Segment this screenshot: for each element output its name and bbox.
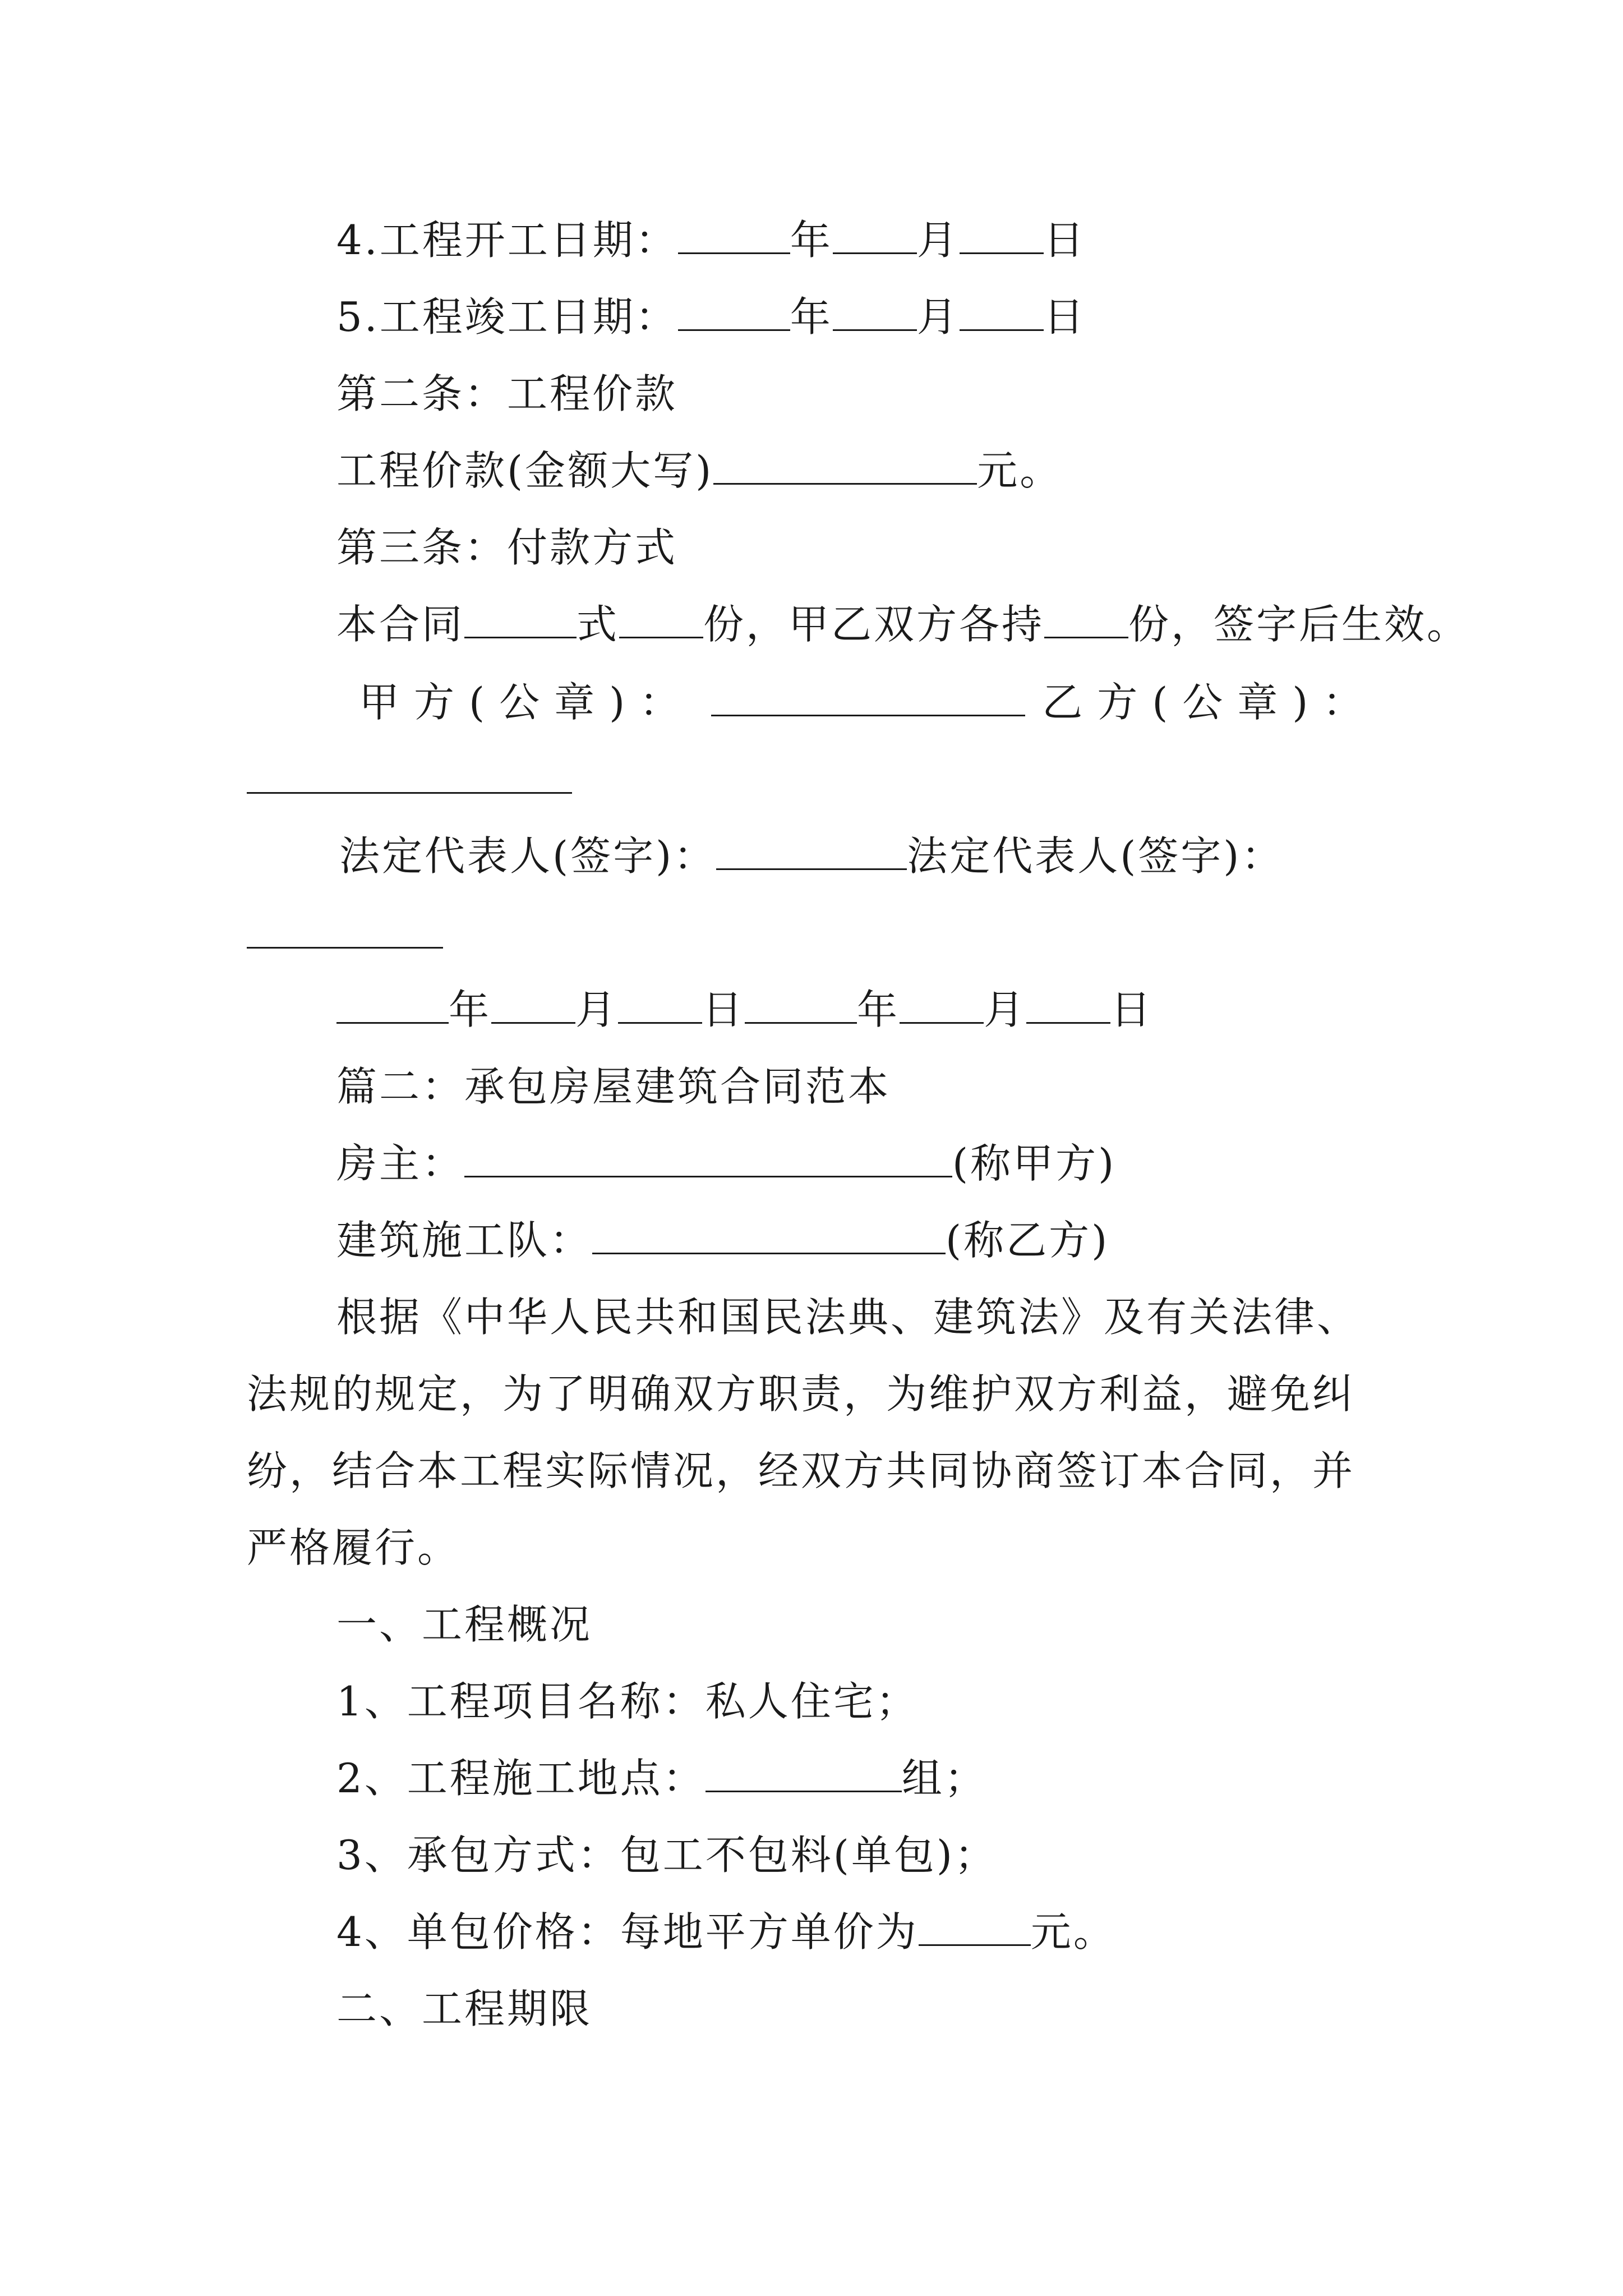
blank-month-b	[900, 985, 984, 1024]
builder-label: 建筑施工队：	[336, 1217, 593, 1264]
builder-line	[336, 1213, 1109, 1267]
item-contract-mode: 3、承包方式：包工不包料(单包)；	[336, 1832, 997, 1879]
month-char: 月	[984, 986, 1027, 1033]
blank-party-b-seal	[247, 792, 572, 794]
item-project-name: 1、工程项目名称：私人住宅；	[336, 1678, 919, 1725]
month-char: 月	[916, 217, 960, 264]
blank-day-b	[1026, 985, 1110, 1024]
day-char: 日	[1043, 217, 1086, 264]
start-date-line	[336, 213, 1086, 267]
day-char: 日	[1043, 293, 1086, 341]
item-unit-price-line	[336, 1905, 1116, 1959]
blank-site	[706, 1754, 902, 1792]
copies-text-1: 本合同	[336, 601, 465, 648]
blank-owner	[464, 1139, 952, 1177]
blank-month	[833, 292, 917, 331]
end-date-line	[336, 290, 1086, 344]
blank-day-a	[618, 985, 702, 1024]
year-char: 年	[449, 986, 492, 1033]
copies-text-4: 份，签字后生效。	[1128, 601, 1470, 648]
blank-year	[678, 215, 790, 254]
blank-year	[678, 292, 790, 331]
blank-year-a	[336, 985, 449, 1024]
day-char: 日	[702, 986, 745, 1033]
year-char: 年	[790, 293, 833, 341]
preamble-line-2: 法规的规定，为了明确双方职责，为维护双方利益，避免纠	[247, 1370, 1355, 1418]
blank-copies-1	[464, 600, 577, 638]
preamble-line-3: 纷，结合本工程实际情况，经双方共同协商签订本合同，并	[247, 1447, 1355, 1494]
start-date-label: 4.工程开工日期：	[336, 217, 678, 264]
blank-copies-2	[619, 600, 703, 638]
blank-party-a-seal	[711, 678, 1025, 716]
blank-legal-rep-a	[716, 831, 907, 870]
legal-rep-line	[339, 829, 1284, 883]
sign-date-line	[336, 983, 1153, 1037]
end-date-label: 5.工程竣工日期：	[336, 293, 678, 341]
blank-copies-3	[1044, 600, 1128, 638]
year-char: 年	[790, 217, 833, 264]
copies-text-3: 份，甲乙双方各持	[703, 601, 1045, 648]
month-char: 月	[575, 986, 619, 1033]
article-3-title: 第三条：付款方式	[336, 524, 678, 571]
blank-day	[960, 215, 1044, 254]
owner-line	[336, 1137, 1116, 1190]
item-site-suffix: 组；	[901, 1755, 987, 1802]
legal-rep-b-label: 法定代表人(签字)：	[907, 832, 1284, 880]
copies-text-2: 式	[577, 601, 620, 648]
price-line	[336, 444, 1062, 498]
party-a-seal-label: 甲方(公章)：	[359, 679, 695, 726]
blank-day	[960, 292, 1044, 331]
blank-month-a	[491, 985, 575, 1024]
party-b-seal-label: 乙方(公章)：	[1042, 679, 1378, 726]
year-char: 年	[857, 986, 900, 1033]
month-char: 月	[916, 293, 960, 341]
blank-legal-rep-b	[247, 947, 443, 949]
owner-suffix: (称甲方)	[952, 1140, 1117, 1187]
day-char: 日	[1110, 986, 1154, 1033]
section-2-title: 篇二：承包房屋建筑合同范本	[336, 1063, 891, 1110]
item-unit-price-label: 4、单包价格：每地平方单价为	[336, 1908, 919, 1955]
item-site-label: 2、工程施工地点：	[336, 1755, 706, 1802]
seal-line	[359, 675, 1377, 729]
builder-suffix: (称乙方)	[946, 1217, 1110, 1264]
blank-unit-price	[919, 1907, 1031, 1946]
preamble-line-1: 根据《中华人民共和国民法典、建筑法》及有关法律、	[336, 1294, 1360, 1341]
price-suffix: 元。	[977, 447, 1063, 494]
article-2-title: 第二条：工程价款	[336, 370, 678, 417]
price-label: 工程价款(金额大写)	[336, 447, 714, 494]
section-period-title: 二、工程期限	[336, 1985, 593, 2032]
blank-price	[713, 446, 977, 485]
section-overview-title: 一、工程概况	[336, 1601, 593, 1648]
preamble-line-4: 严格履行。	[247, 1524, 460, 1571]
blank-month	[833, 215, 917, 254]
item-site-line	[336, 1751, 987, 1805]
item-unit-price-suffix: 元。	[1030, 1908, 1116, 1955]
blank-year-b	[745, 985, 857, 1024]
legal-rep-a-label: 法定代表人(签字)：	[339, 832, 717, 880]
owner-label: 房主：	[336, 1140, 465, 1187]
copies-line	[336, 597, 1469, 651]
blank-builder	[592, 1216, 946, 1254]
